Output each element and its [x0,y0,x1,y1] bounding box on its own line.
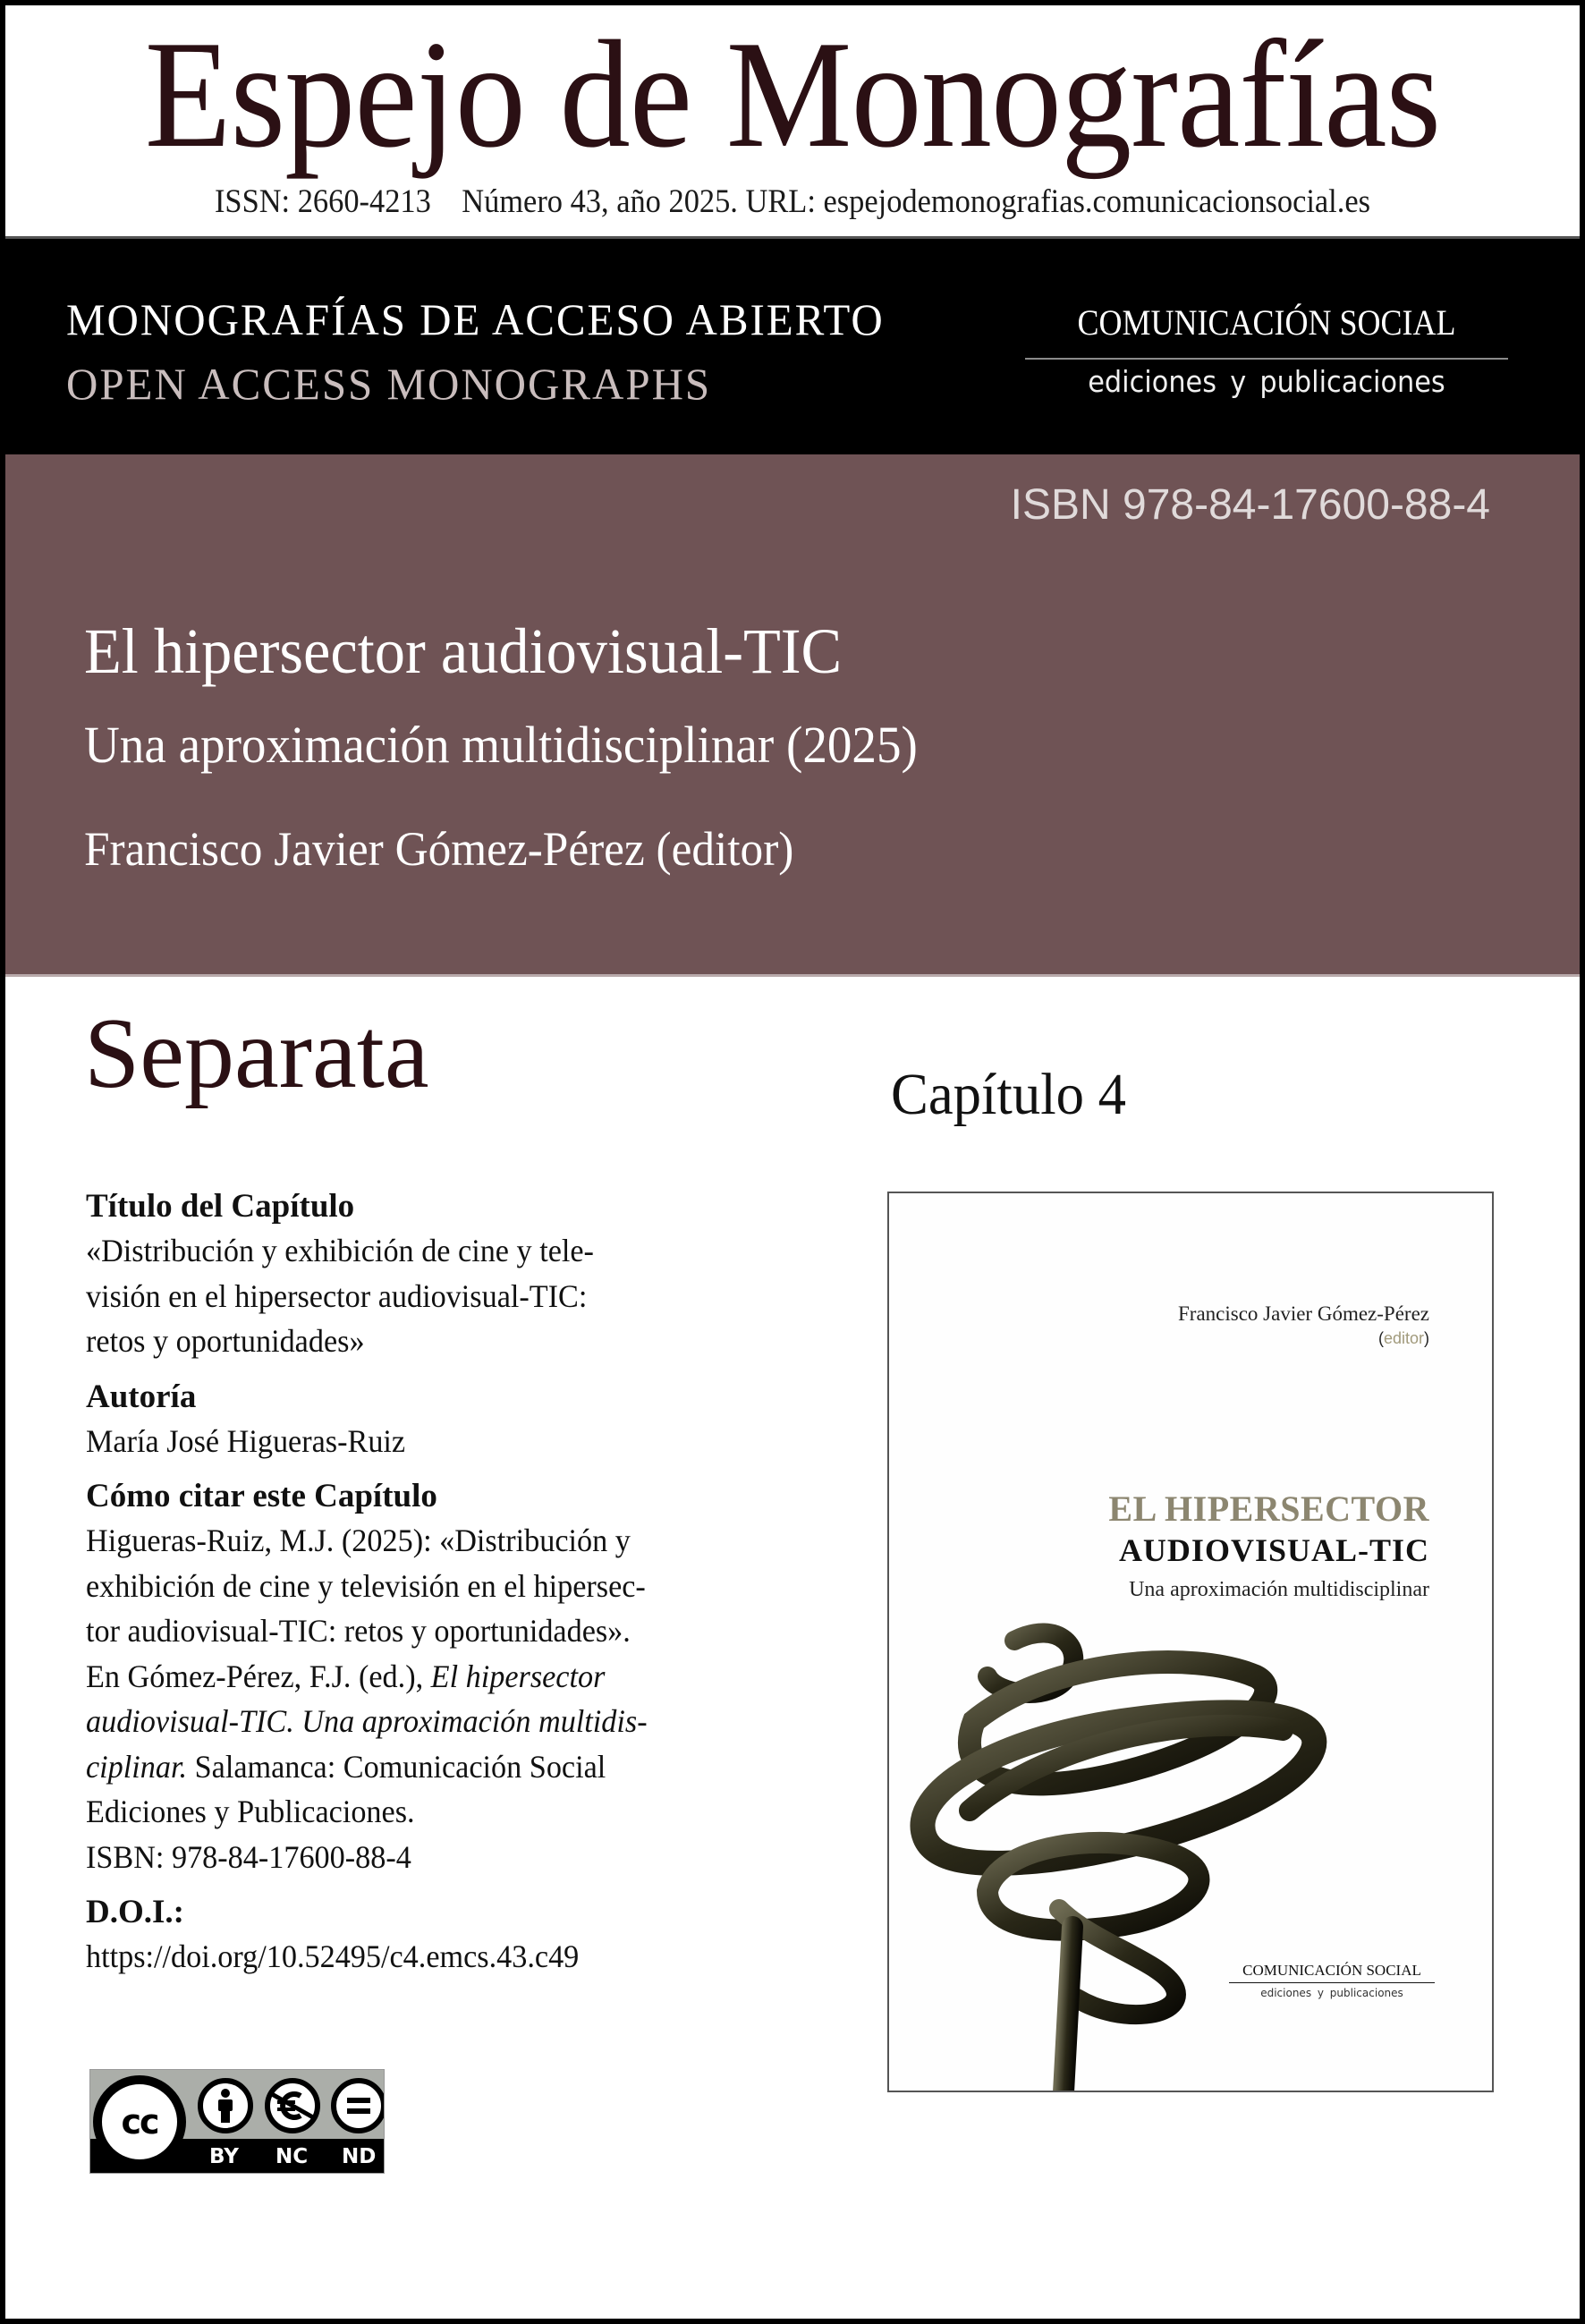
cover-editor-name: Francisco Javier Gómez-Pérez [1178,1302,1429,1325]
citation-line: Higueras-Ruiz, M.J. (2025): «Distribución y [86,1522,631,1558]
cover-publisher-name: COMUNICACIÓN SOCIAL [1242,1962,1421,1979]
series-name-english: OPEN ACCESS MONOGRAPHS [66,359,712,409]
author-name-text: María José Higueras-Ruiz [86,1422,406,1459]
book-band-divider [5,974,1580,977]
citation-line: tor audiovisual-TIC: retos y oportunidades». [86,1613,631,1649]
paren-close: ) [1424,1329,1429,1347]
chapter-number: Capítulo 4 [891,1062,1126,1127]
cc-nc-label: NC [275,2145,309,2168]
publisher-subtitle: ediciones y publicaciones [1088,364,1445,399]
chapter-title-line: «Distribución y exhibición de cine y tele- [86,1233,594,1268]
authorship-label: Autoría [86,1378,197,1415]
citation-plain: Salamanca: Comunicación Social [187,1748,606,1785]
cover-publisher-logo [1229,1961,1435,2000]
publisher-logo [1020,301,1513,409]
citation-label: Cómo citar este Capítulo [86,1478,437,1514]
cover-editor-role [1378,1327,1429,1349]
citation-plain: En Gómez-Pérez, F.J. (ed.), [86,1658,431,1694]
cover-publisher-divider [1229,1982,1435,1983]
citation-line [86,1744,732,1790]
cover-role-text: editor [1383,1329,1424,1347]
chapter-title-line: visión en el hipersector audiovisual-TIC: [86,1277,588,1314]
citation-isbn: ISBN: 978-84-17600-88-4 [86,1838,411,1875]
citation-section [86,1474,766,1879]
publisher-divider [1025,358,1508,360]
authorship-section [86,1375,766,1464]
cover-publisher-subtitle: ediciones y publicaciones [1260,1987,1403,1999]
doi-section [86,1890,766,1980]
doi-link[interactable] [86,1934,766,1980]
book-title: El hipersector audiovisual-TIC [84,615,843,687]
journal-meta: ISSN: 2660-4213 Número 43, año 2025. URL: espejodemonografias.comunicacionsocial.es [214,183,1371,220]
citation-line: exhibición de cine y televisión en el hipersec- [86,1567,646,1604]
cc-nd-label: ND [342,2145,377,2168]
author-name [86,1419,766,1464]
citation-book-title: El hipersector [430,1658,606,1694]
cc-license-badge[interactable] [89,2069,385,2174]
chapter-title [86,1228,766,1364]
series-name-spanish: MONOGRAFÍAS DE ACCESO ABIERTO [66,294,885,344]
book-subtitle: Una aproximación multidisciplinar (2025) [84,716,918,774]
masthead [5,5,1580,237]
chapter-title-section [86,1184,766,1364]
paren-open: ( [1377,1329,1384,1347]
creative-commons-icon: cc [93,2075,186,2168]
separata-heading: Separata [84,998,429,1109]
chapter-title-label: Título del Capítulo [86,1188,355,1225]
series-band [5,239,1580,454]
attribution-icon [198,2078,253,2133]
book-editor: Francisco Javier Gómez-Pérez (editor) [84,822,794,876]
cover-title-line-1: EL HIPERSECTOR [1108,1489,1429,1529]
citation-text [86,1518,766,1879]
doi-url[interactable]: https://doi.org/10.52495/c4.emcs.43.c49 [86,1938,580,1974]
citation-line [86,1699,732,1744]
journal-title: Espejo de Monografías [144,10,1441,180]
citation-book-title: ciplinar. [86,1748,188,1785]
citation-line [86,1654,732,1700]
chapter-info [86,1184,766,1990]
citation-line: Ediciones y Publicaciones. [86,1794,415,1829]
cover-title-line-2: AUDIOVISUAL-TIC [1118,1532,1429,1568]
book-isbn: ISBN 978-84-17600-88-4 [1010,481,1490,529]
sculpture-image [889,1623,1494,2092]
book-cover-thumbnail [887,1192,1494,2092]
cover-title-line-3: Una aproximación multidisciplinar [1129,1578,1429,1601]
no-derivatives-icon [331,2078,385,2133]
book-band [5,454,1580,976]
cc-by-label: BY [209,2145,239,2168]
chapter-title-line: retos y oportunidades» [86,1323,365,1359]
doi-label: D.O.I.: [86,1894,184,1930]
non-commercial-euro-icon [265,2078,320,2133]
publisher-name: COMUNICACIÓN SOCIAL [1077,302,1456,343]
citation-book-title: audiovisual-TIC. Una aproximación multidis- [86,1703,648,1739]
separata-page [5,5,1580,2319]
